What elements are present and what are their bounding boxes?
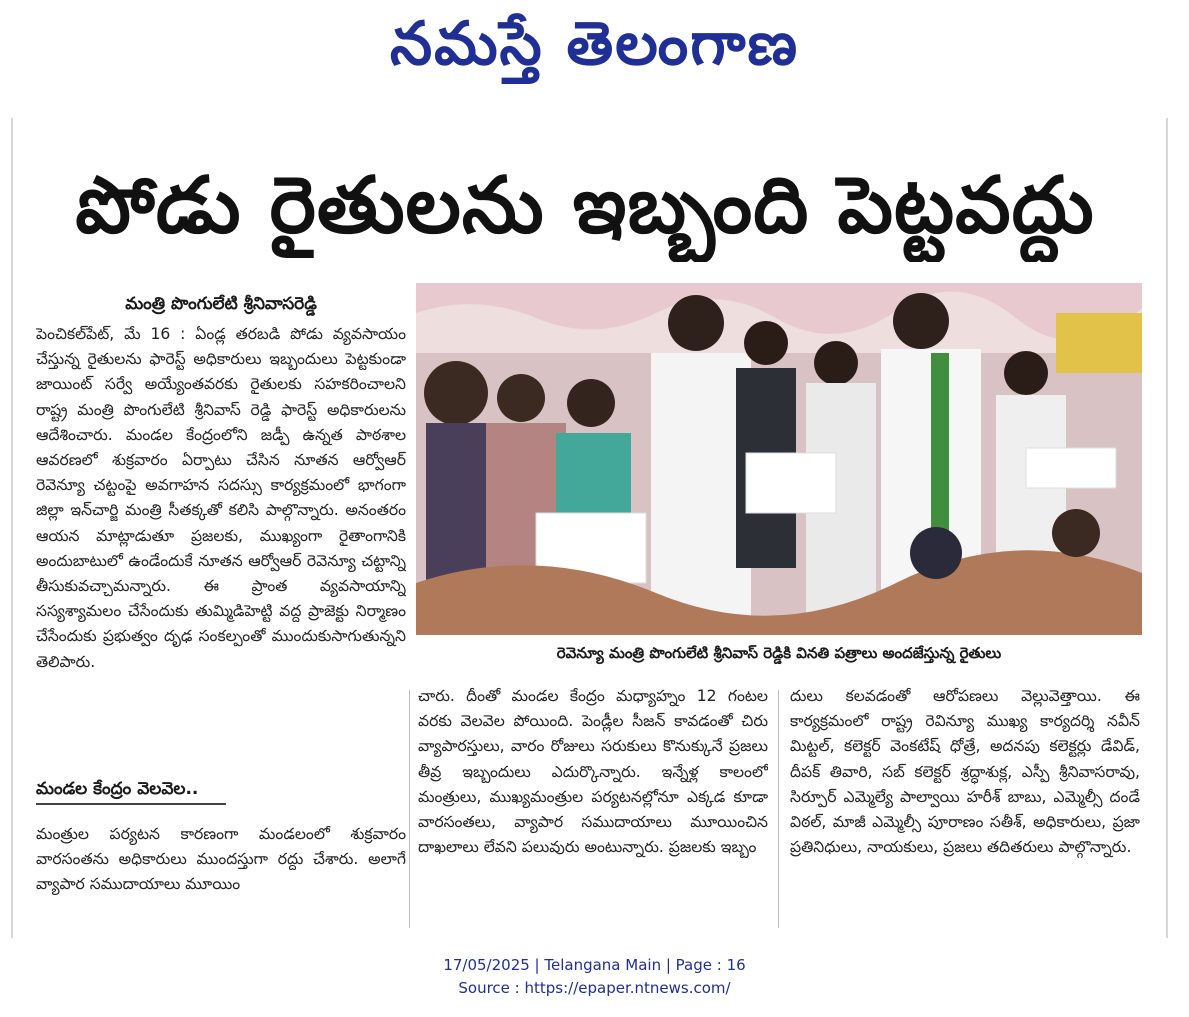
newspaper-masthead: నమస్తే తెలంగాణ [389,9,800,79]
column-divider-2 [778,690,779,928]
column-2-text: చారు. దీంతో మండల కేంద్రం మధ్యాహ్నం 12 గంటల వరకు వెలవెల పోయింది. పెండ్లీల సీజన్‌ కావడంతో చిరు వ్యాపారస్తులు, వారం రోజులు సరుకులు కొనుక్కునే ప్రజలు తీవ్ర ఇబ్బందులు ఎదుర్కొన్నారు. ఇన్నేళ్ల కాలంలో మంత్రులు, ముఖ్యమంత్రుల పర్యటనల్లోనూ ఎక్కడ కూడా వారసంతలు, వ్యాపార సముదాయాలు మూయించిన దాఖలాలు లేవని పలువురు అంటున్నారు. ప్రజలకు ఇబ్బం [418,687,768,857]
column-1-paragraph-2: మంత్రుల పర్యటన కారణంగా మండలంలో శుక్రవారం వారసంతను అధికారులు ముందస్తుగా రద్దు చేశారు. అలాగే వ్యాపార సముదాయాలు మూయిం [36,825,406,894]
footer-source-line: Source : https://epaper.ntnews.com/ [458,979,731,997]
column-1-paragraph-1: పెంచికల్‌పేట్‌, మే 16 : ఏండ్ల తరబడి పోడు వ్యవసాయం చేస్తున్న రైతులను ఫారెస్ట్‌ అధికారులు ఇబ్బందులు పెట్టకుండా జాయింట్‌ సర్వే అయ్యేంతవరకు రైతులకు సహకరించాలని రాష్ట్ర మంత్రి పొంగులేటి శ్రీనివాస్‌ రెడ్డి ఫారెస్ట్‌ అధికారులను ఆదేశించారు. మండల కేంద్రంలోని జడ్పీ ఉన్నత పాఠశాల ఆవరణలో శుక్రవారం ఏర్పాటు చేసిన నూతన ఆర్వోఆర్‌ రెవెన్యూ చట్టంపై అవగాహన సదస్సు కార్యక్రమంలో భాగంగా జిల్లా ఇన్‌చార్జి మంత్రి సీతక్కతో కలిసి పాల్గొన్నారు. అనంతరం ఆయన మాట్లాడుతూ ప్రజలకు, ముఖ్యంగా రైతాంగానికి అందుబాటులో ఉండేందుకే నూతన ఆర్వోఆర్‌ రెవెన్యూ చట్టాన్ని తీసుకువచ్చామన్నారు. ఈ ప్రాంత వ్యవసాయాన్ని సస్యశ్యామలం చేసేందుకు తుమ్మిడిహెట్టి వద్ద ప్రాజెక్టు నిర్మాణం చేసేందుకు ప్రభుత్వం దృఢ సంకల్పంతో ముందుకుసాగుతున్నని తెలిపారు. [36,325,406,671]
article-byline: మంత్రి పొంగులేటి శ్రీనివాసరెడ్డి [125,294,317,314]
footer-date-line: 17/05/2025 | Telangana Main | Page : 16 [443,956,746,974]
column-3-text: దులు కలవడంతో ఆరోపణలు వెల్లువెత్తాయి. ఈ కార్యక్రమంలో రాష్ట్ర రెవిన్యూ ముఖ్య కార్యదర్శి నవీన్‌ మిట్టల్‌, కలెక్టర్‌ వెంకటేష్‌ ధోత్రే, అదనపు కలెక్టర్లు డేవిడ్‌, దీపక్‌ తివారి, సబ్‌ కలెక్టర్‌ శ్రద్ధాశుక్ల, ఎస్పీ శ్రీనివాసరావు, సిర్పూర్‌ ఎమ్మెల్యే పాల్వాయి హరీశ్‌ బాబు, ఎమ్మెల్సీ దండే విఠల్‌, మాజీ ఎమ్మెల్సీ పూరాణం సతీశ్‌, అధికారులు, ప్రజా ప్రతినిధులు, నాయకులు, ప్రజలు తదితరులు పాల్గొన్నారు. [790,687,1140,857]
photo-illustration [416,283,1142,635]
article-subheading: మండల కేంద్రం వెలవెల.. [36,775,226,805]
article-headline: పోడు రైతులను ఇబ్బంది పెట్టవద్దు [75,161,1095,251]
photo-caption: రెవెన్యూ మంత్రి పొంగులేటి శ్రీనివాస్‌ రెడ్డికి వినతి పత్రాలు అందజేస్తున్న రైతులు [556,644,1002,662]
article-photo [416,283,1142,635]
column-divider-1 [409,690,410,928]
